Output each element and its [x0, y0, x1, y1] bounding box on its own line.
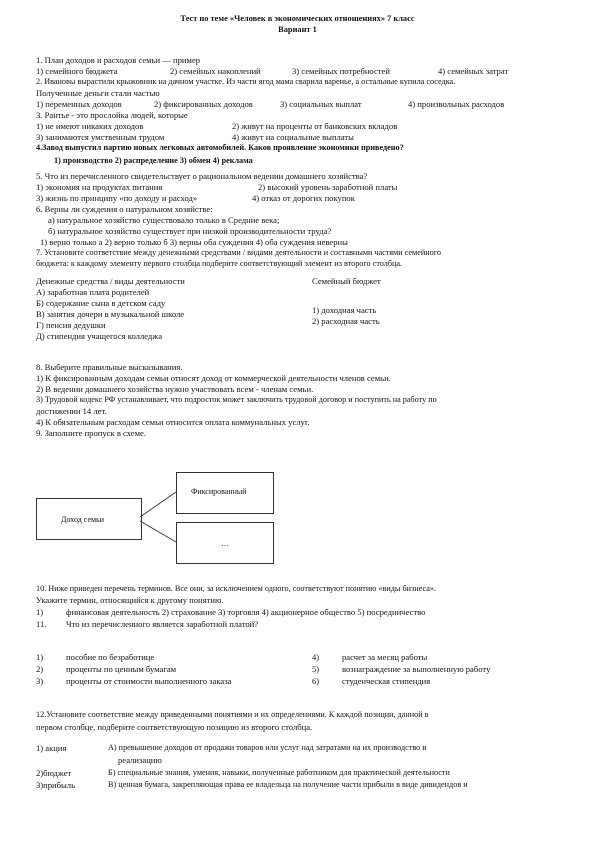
q7-item-v: В) занятия дочери в музыкальной школе: [36, 309, 185, 319]
scheme-bottom-right-label: …: [221, 539, 229, 548]
q12-def-a: А) превышение доходов от продажи товаров или услуг над затратами на их производство и: [108, 743, 427, 752]
q11-option-1: пособие по безработице: [66, 652, 155, 662]
scheme-connector-bottom: [140, 521, 176, 542]
q11-number: 11.: [36, 619, 47, 629]
q2-option-2: 2) фиксированных доходов: [154, 99, 253, 109]
q11-num-5: 5): [312, 664, 320, 674]
q11-num-4: 4): [312, 652, 320, 662]
q11-option-4: расчет за месяц работы: [342, 652, 428, 662]
question-1: 1. План доходов и расходов семьи — пример: [36, 55, 201, 65]
q5-option-4: 4) отказ от дорогих покупок: [252, 193, 355, 203]
q10-options: финансовая деятельность 2) страхование 3) торговля 4) акционерное общество 5) посредничество: [66, 607, 426, 617]
question-12-cont: первом столбце, подберите соответствующую позицию из второго столбца.: [36, 722, 313, 732]
q7-answer-2: 2) расходная часть: [312, 316, 380, 326]
question-2: 2. Ивановы вырастили крыжовник на дачном участке. Из части ягод мама сварила варенье, а остальные купила соседка.: [36, 77, 456, 86]
q3-option-1: 1) не имеют никаких доходов: [36, 121, 144, 131]
q6-statement-a: а) натуральное хозяйство существовало только в Средние века;: [48, 215, 280, 225]
q2-option-3: 3) социальных выплат: [280, 99, 362, 109]
question-8: 8. Выберите правильные высказывания.: [36, 362, 183, 372]
q3-option-4: 4) живут на социальные выплаты: [232, 132, 354, 142]
q1-option-1: 1) семейного бюджета: [36, 66, 118, 76]
q3-option-2: 2) живут на проценты от банковских вкладов: [232, 121, 398, 131]
question-10-cont: Укажите термин, относящийся к другому понятию.: [36, 595, 224, 605]
q7-item-b: Б) содержание сына в детском саду: [36, 298, 166, 308]
q12-term-3: 3)прибыль: [36, 780, 76, 790]
q7-col1-header: Денежные средства / виды деятельности: [36, 276, 185, 286]
q7-item-a: А) заработная плата родителей: [36, 287, 150, 297]
q11-option-3: проценты от стоимости выполненного заказа: [66, 676, 232, 686]
q8-statement-3: 3) Трудовой кодекс РФ устанавливает, что подросток может заключить трудовой договор и поступить на работу по: [36, 395, 437, 404]
question-9: 9. Заполните пропуск в схеме.: [36, 428, 147, 438]
q8-statement-1: 1) К фиксированным доходам семьи относят доход от коммерческой деятельности членов семьи.: [36, 373, 391, 383]
q6-statement-b: б) натуральное хозяйство существует при низкой производительности труда?: [48, 226, 332, 236]
q12-def-v: В) ценная бумага, закрепляющая права ее владельца на получение части прибыли в виде дивидендов и: [108, 780, 468, 789]
q2-option-4: 4) произвольных расходов: [408, 99, 505, 109]
test-title: Тест по теме «Человек в экономических отношениях» 7 класс: [180, 14, 415, 23]
q5-option-2: 2) высокий уровень заработной платы: [258, 182, 398, 192]
question-7-cont: бюджета: к каждому элементу первого столбца подберите соответствующий элемент из второго столбца.: [36, 259, 403, 268]
variant-label: Вариант 1: [278, 25, 317, 34]
q5-option-3: 3) жизнь по принципу «по доходу и расход»: [36, 193, 198, 203]
q1-option-3: 3) семейных потребностей: [292, 66, 390, 76]
q8-statement-2: 2) В ведении домашнего хозяйства нужно участвовать всем - членам семьи.: [36, 384, 314, 394]
question-2-cont: Полученные деньги стали частью: [36, 88, 160, 98]
q10-number: 1): [36, 607, 44, 617]
q1-option-4: 4) семейных затрат: [438, 66, 509, 76]
q12-term-2: 2)бюджет: [36, 768, 72, 778]
question-6: 6. Верны ли суждения о натуральном хозяйстве:: [36, 204, 213, 214]
question-7: 7. Установите соответствие между денежными средствами / видами деятельности и составными частями семейного: [36, 248, 441, 257]
scheme-connector-top: [140, 492, 176, 517]
q11-option-5: вознаграждение за выполненную работу: [342, 664, 491, 674]
scheme-left-label: Доход семьи: [61, 515, 104, 524]
q11-num-6: 6): [312, 676, 320, 686]
q11-num-1: 1): [36, 652, 44, 662]
q11-option-2: проценты по ценным бумагам: [66, 664, 177, 674]
q5-option-1: 1) экономия на продуктах питания: [36, 182, 163, 192]
question-3: 3. Рантье - это прослойка людей, которые: [36, 110, 188, 120]
q8-statement-3-cont: достижении 14 лет.: [36, 406, 107, 416]
q11-option-6: студенческая стипендия: [342, 676, 431, 686]
q3-option-3: 3) занимаются умственным трудом: [36, 132, 165, 142]
q6-options: 1) верно только а 2) верно только б 3) верны оба суждения 4) оба суждения неверны: [40, 237, 348, 247]
q1-option-2: 2) семейных накоплений: [170, 66, 261, 76]
q7-item-g: Г) пенсия дедушки: [36, 320, 106, 330]
question-5: 5. Что из перечисленного свидетельствует о рациональном ведении домашнего хозяйства?: [36, 171, 368, 181]
question-12: 12.Установите соответствие между приведенными понятиями и их определениями. К каждой позиции, данной в: [36, 710, 429, 719]
q7-item-d: Д) стипендия учащегося колледжа: [36, 331, 163, 341]
q7-col2-header: Семейный бюджет: [312, 276, 381, 286]
q12-def-a-cont: реализацию: [118, 755, 162, 765]
q11-num-3: 3): [36, 676, 44, 686]
q4-options: 1) производство 2) распределение 3) обмен 4) реклама: [54, 156, 253, 165]
q2-option-1: 1) переменных доходов: [36, 99, 122, 109]
q8-statement-4: 4) К обязательным расходам семьи относится оплата коммунальных услуг.: [36, 417, 310, 427]
scheme-top-right-label: Фиксированный: [191, 487, 247, 496]
question-4: 4.Завод выпустил партию новых легковых автомобилей. Каков проявление экономики приведено?: [36, 143, 404, 152]
q11-num-2: 2): [36, 664, 44, 674]
q12-term-1: 1) акция: [36, 743, 67, 753]
q12-def-b: Б) специальные знания, умения, навыки, полученные работником для практической деятельности: [108, 768, 450, 777]
q7-answer-1: 1) доходная часть: [312, 305, 377, 315]
question-11: Что из перечисленного является заработной платой?: [66, 619, 259, 629]
question-10: 10. Ниже приведен перечень терминов. Все они, за исключением одного, соответствуют понятию «виды бизнеса».: [36, 584, 436, 593]
